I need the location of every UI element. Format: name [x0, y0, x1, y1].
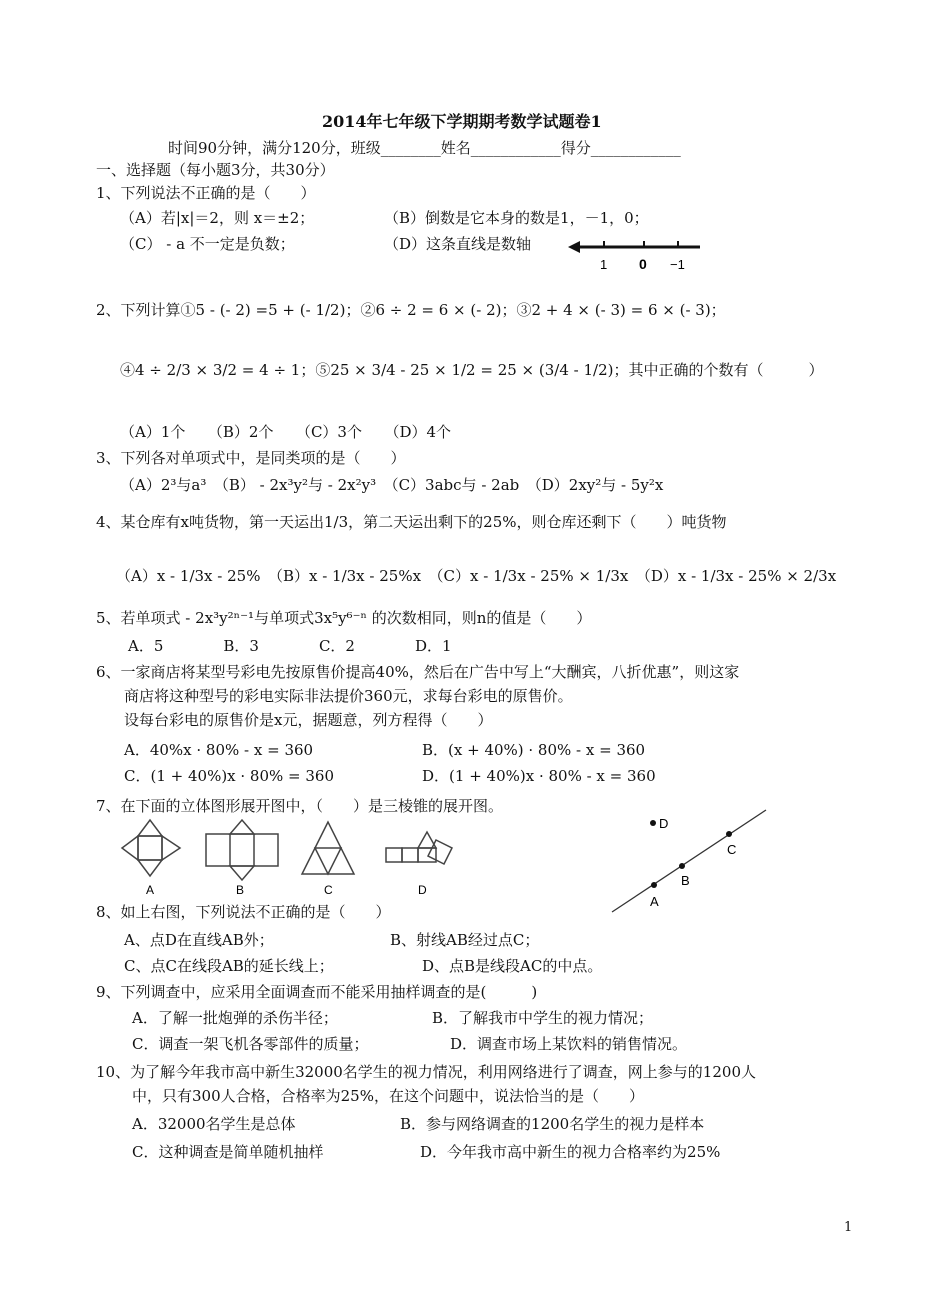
q8-option-c: C、点C在线段AB的延长线上；: [124, 957, 334, 975]
q9-option-c: C．调查一架飞机各零部件的质量；: [132, 1035, 369, 1053]
number-line-figure: [566, 236, 706, 272]
label-a: A: [650, 894, 659, 909]
q10-option-a: A．32000名学生是总体: [132, 1115, 296, 1133]
axis-label-1: 1: [600, 257, 608, 272]
q9-option-d: D．调查市场上某饮料的销售情况。: [450, 1035, 688, 1053]
q10-option-d: D．今年我市高中新生的视力合格率约为25%: [420, 1143, 721, 1161]
q1-option-d: （D）这条直线是数轴: [384, 235, 532, 253]
net-b: [206, 820, 278, 880]
label-d: D: [659, 816, 669, 831]
section-heading: 一、选择题（每小题3分，共30分）: [96, 161, 335, 179]
q8-stem: 8、如上右图，下列说法不正确的是（ ）: [96, 903, 391, 921]
net-label-a: A: [146, 883, 155, 897]
q1-option-b: （B）倒数是它本身的数是1，－1，0；: [384, 209, 649, 227]
q6-option-b: B．(x + 40%) · 80% - x = 360: [422, 741, 646, 759]
q3-stem: 3、下列各对单项式中，是同类项的是（ ）: [96, 449, 406, 467]
point-a: [651, 882, 657, 888]
label-b: B: [681, 873, 690, 888]
q10-line2: 中，只有300人合格，合格率为25%，在这个问题中，说法恰当的是（ ）: [132, 1087, 644, 1105]
q5-stem: 5、若单项式 - 2x³y²ⁿ⁻¹与单项式3x⁵y⁶⁻ⁿ 的次数相同，则n的值是（ ）: [96, 609, 592, 627]
q8-option-b: B、射线AB经过点C；: [390, 931, 540, 949]
q6-line1: 6、一家商店将某型号彩电先按原售价提高40%，然后在广告中写上“大酬宾，八折优惠”，则这家: [96, 663, 740, 681]
q2-line2: ④4 ÷ 2/3 × 3/2 = 4 ÷ 1；⑤25 × 3/4 - 25 × 1/2 = 25 × (3/4 - 1/2)；其中正确的个数有（ ）: [120, 361, 824, 379]
page-number: 1: [844, 1220, 853, 1235]
q4-stem: 4、某仓库有x吨货物，第一天运出1/3，第二天运出剩下的25%，则仓库还剩下（ ）吨货物: [96, 513, 727, 531]
q6-line3: 设每台彩电的原售价是x元，据题意，列方程得（ ）: [124, 711, 493, 729]
net-d: [386, 832, 452, 864]
nets-figure: [118, 818, 468, 900]
axis-label-neg1: −1: [670, 257, 685, 272]
q2-options: （A）1个 （B）2个 （C）3个 （D）4个: [120, 423, 452, 441]
q8-option-a: A、点D在直线AB外；: [124, 931, 274, 949]
q6-option-c: C．(1 + 40%)x · 80% = 360: [124, 767, 335, 785]
point-b: [679, 863, 685, 869]
net-a: [122, 820, 180, 876]
q6-option-a: A．40%x · 80% - x = 360: [124, 741, 314, 759]
q7-stem: 7、在下面的立体图形展开图中，（ ）是三棱锥的展开图。: [96, 797, 504, 815]
line-points-figure: [600, 800, 776, 922]
q3-options: （A）2³与a³ （B） - 2x³y²与 - 2x²y³ （C）3abc与 - 2ab （D）2xy²与 - 5y²x: [120, 476, 664, 494]
point-c: [726, 831, 732, 837]
net-c: [302, 822, 354, 874]
q8-option-d: D、点B是线段AC的中点。: [422, 957, 603, 975]
point-d: [650, 820, 656, 826]
exam-info-line: 时间90分钟，满分120分，班级________姓名____________得分____________: [168, 139, 681, 157]
q1-option-c: （C） - a 不一定是负数；: [120, 235, 295, 253]
q9-stem: 9、下列调查中，应采用全面调查而不能采用抽样调查的是( ): [96, 983, 538, 1001]
line-ab: [612, 810, 766, 912]
q10-option-c: C．这种调查是简单随机抽样: [132, 1143, 324, 1161]
q4-options: （A）x - 1/3x - 25% （B）x - 1/3x - 25%x （C）x - 1/3x - 25% × 1/3x （D）x - 1/3x - 25% × 2/3x: [116, 567, 837, 585]
q9-option-b: B．了解我市中学生的视力情况；: [432, 1009, 654, 1027]
q6-line2: 商店将这种型号的彩电实际非法提价360元，求每台彩电的原售价。: [124, 687, 573, 705]
page-title: 2014年七年级下学期期考数学试题卷1: [322, 112, 602, 131]
label-c: C: [727, 842, 737, 857]
q2-line1: 2、下列计算①5 - (- 2) =5 + (- 1/2)；②6 ÷ 2 = 6 × (- 2)；③2 + 4 × (- 3) = 6 × (- 3)；: [96, 301, 726, 319]
q5-options: A．5 B．3 C．2 D．1: [128, 637, 452, 655]
q1-option-a: （A）若|x|＝2，则 x＝±2；: [120, 209, 315, 227]
number-line-arrow: [568, 241, 580, 253]
axis-label-0: 0: [639, 256, 647, 272]
q9-option-a: A．了解一批炮弹的杀伤半径；: [132, 1009, 338, 1027]
net-label-c: C: [324, 883, 333, 897]
q10-option-b: B．参与网络调查的1200名学生的视力是样本: [400, 1115, 705, 1133]
q6-option-d: D．(1 + 40%)x · 80% - x = 360: [422, 767, 656, 785]
net-label-b: B: [236, 883, 245, 897]
q10-line1: 10、为了解今年我市高中新生32000名学生的视力情况，利用网络进行了调查，网上参与的1200人: [96, 1063, 756, 1081]
net-label-d: D: [418, 883, 427, 897]
q1-stem: 1、下列说法不正确的是（ ）: [96, 184, 316, 202]
